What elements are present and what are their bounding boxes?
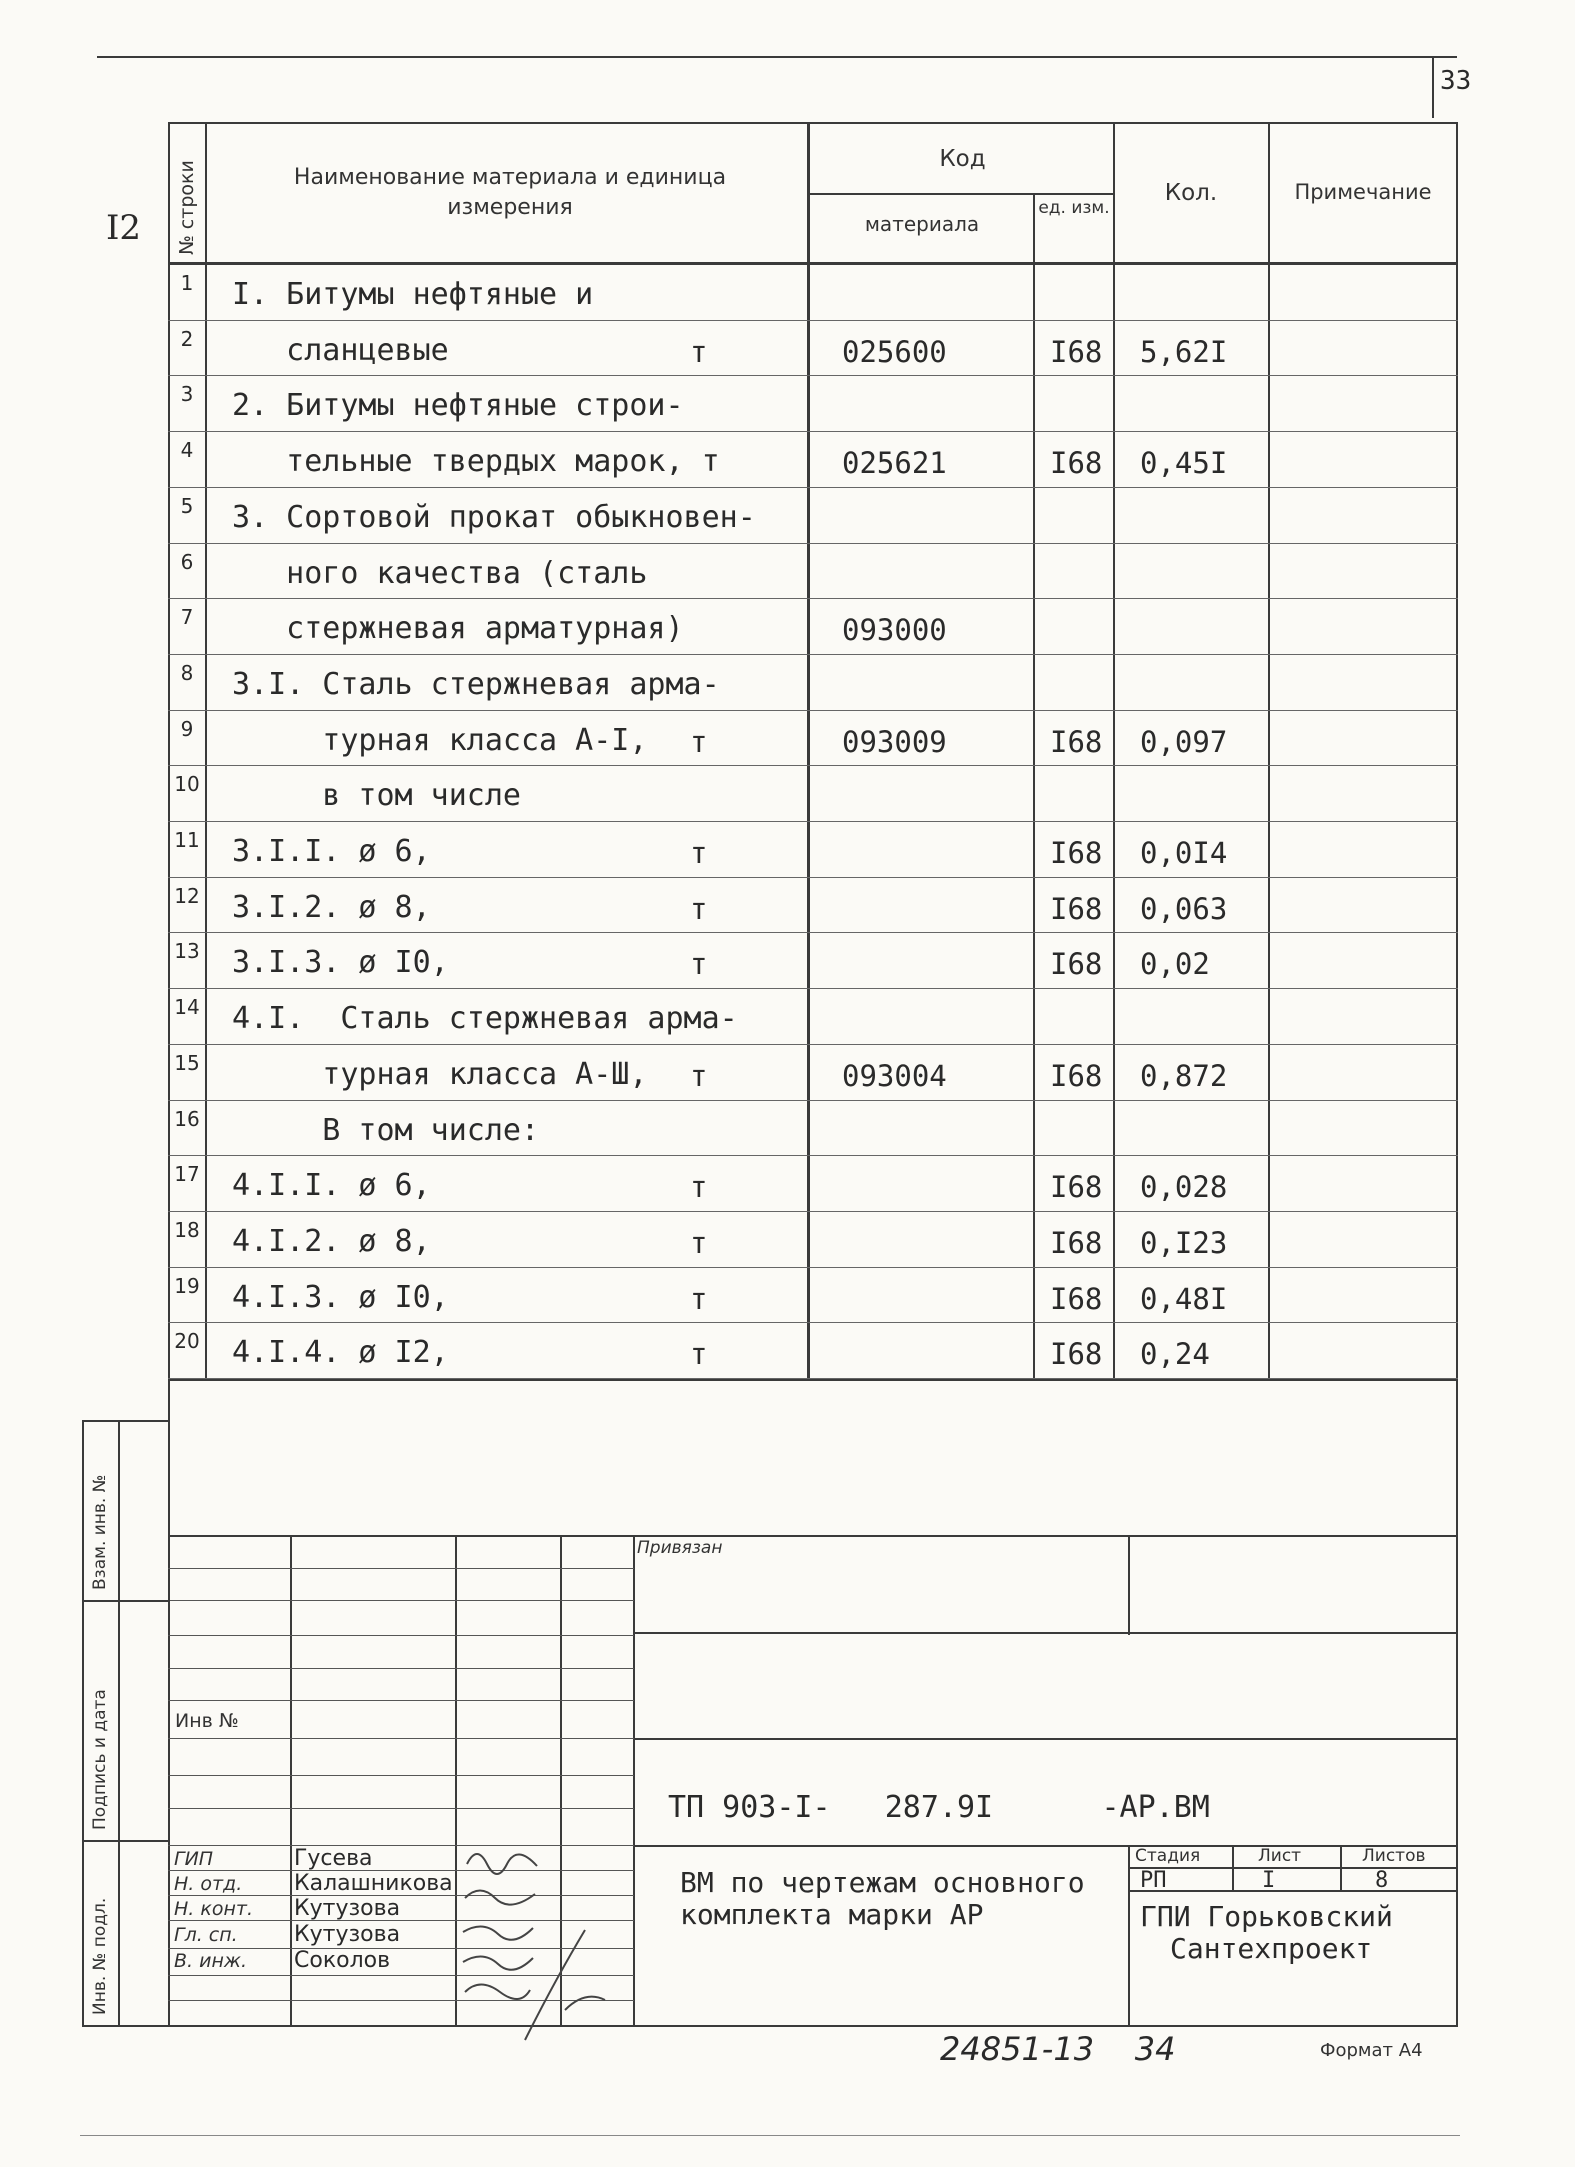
- unit-cell: т: [690, 724, 708, 759]
- material-name: I. Битумы нефтяные и: [232, 277, 594, 312]
- unit-code: I68: [1050, 1170, 1103, 1205]
- row-line: [168, 375, 1458, 376]
- side-label-podpis: Подпись и дата: [90, 1689, 110, 1830]
- material-name: 3. Сортовой прокат обыкновен-: [232, 499, 756, 535]
- material-name: 4.I.3. ø I0,: [232, 1279, 449, 1315]
- row-number: 4: [180, 438, 194, 463]
- row-number: 2: [180, 326, 194, 351]
- stamp-line-priv: [634, 1632, 1458, 1634]
- inv-no-label: Инв №: [175, 1710, 239, 1732]
- side-frame-left: [82, 1420, 84, 2025]
- top-rule: [97, 56, 1457, 58]
- quantity: 0,028: [1140, 1170, 1228, 1205]
- header-code-material: материала: [864, 212, 980, 236]
- row-line: [168, 431, 1458, 432]
- unit-cell: т: [690, 1058, 708, 1093]
- doc-title-line2: комплекта марки АР: [680, 1898, 984, 1931]
- row-line: [168, 765, 1458, 766]
- material-name: 3.I.2. ø 8,: [232, 889, 431, 925]
- stamp-row-line: [168, 1600, 634, 1601]
- col-rownum-line: [205, 122, 207, 1380]
- row-line: [168, 1044, 1458, 1045]
- frame-bottom: [168, 2025, 1458, 2027]
- unit-code: I68: [1050, 724, 1103, 759]
- stamp-role: В. инж.: [174, 1950, 248, 1972]
- sheets-value: 8: [1375, 1868, 1389, 1893]
- material-name: 3.I.3. ø I0,: [232, 945, 449, 981]
- stamp-role: ГИП: [174, 1848, 214, 1870]
- row-number: 9: [180, 716, 194, 741]
- row-line: [168, 1211, 1458, 1212]
- side-frame-top: [82, 1420, 170, 1422]
- quantity: 0,I23: [1140, 1225, 1228, 1260]
- material-code: 025621: [842, 446, 947, 481]
- stamp-person-name: Калашникова: [294, 1871, 453, 1896]
- stamp-vline-priv: [1128, 1535, 1130, 1635]
- row-line: [168, 988, 1458, 989]
- handwritten-number: 24851-13 34: [940, 2030, 1176, 2068]
- row-number: 14: [174, 995, 200, 1020]
- unit-code: I68: [1050, 947, 1103, 982]
- row-number: 6: [180, 549, 194, 574]
- row-number: 17: [174, 1162, 200, 1187]
- row-line: [168, 821, 1458, 822]
- material-name: стержневая арматурная): [232, 611, 684, 647]
- stamp-line-code-bottom: [634, 1845, 1458, 1847]
- org-line2: Сантехпроект: [1170, 1932, 1373, 1965]
- row-number: 1: [180, 271, 194, 295]
- header-row-no: № строки: [176, 160, 198, 255]
- stamp-line-stage-mid: [1129, 1867, 1457, 1869]
- format-label: Формат А4: [1320, 2040, 1423, 2061]
- side-frame-mid: [118, 1420, 120, 2025]
- frame-top: [168, 122, 1458, 124]
- unit-cell: т: [690, 947, 708, 982]
- quantity: 0,24: [1140, 1337, 1210, 1372]
- quantity: 0,097: [1140, 724, 1228, 759]
- row-line: [168, 877, 1458, 878]
- row-line: [168, 1155, 1458, 1156]
- privyazan-label: Привязан: [637, 1538, 723, 1558]
- row-line: [168, 1378, 1458, 1379]
- row-number: 13: [174, 939, 200, 964]
- bottom-rule: [80, 2135, 1460, 2136]
- stamp-person-name: Соколов: [294, 1948, 391, 1973]
- stamp-row-line: [168, 1568, 634, 1569]
- row-number: 10: [174, 772, 200, 797]
- row-number: 19: [174, 1273, 200, 1298]
- quantity: 0,48I: [1140, 1281, 1228, 1316]
- stamp-role: Н. конт.: [174, 1898, 253, 1920]
- row-number: 16: [174, 1106, 200, 1131]
- material-code: 025600: [842, 334, 947, 369]
- header-code: Код: [939, 146, 986, 172]
- row-number: 3: [180, 382, 194, 407]
- unit-code: I68: [1050, 836, 1103, 870]
- material-code: 093004: [842, 1058, 947, 1093]
- stamp-row-line: [168, 1635, 634, 1636]
- material-name: турная класса А-Ш,: [232, 1056, 648, 1092]
- stage-label: Стадия: [1135, 1846, 1201, 1866]
- corner-rule: [1432, 58, 1434, 118]
- unit-code: I68: [1050, 1058, 1103, 1093]
- stamp-row-line: [168, 1668, 634, 1669]
- stamp-person-name: Гусева: [294, 1846, 373, 1871]
- unit-code: I68: [1050, 446, 1103, 481]
- unit-cell: т: [690, 334, 708, 369]
- stage-value: РП: [1140, 1868, 1167, 1893]
- frame-right: [1456, 122, 1458, 2027]
- stamp-row-line: [168, 1775, 634, 1776]
- stamp-vline-role: [290, 1535, 292, 2025]
- frame-left: [168, 122, 170, 2027]
- header-qty: Кол.: [1164, 180, 1218, 206]
- quantity: 0,02: [1140, 947, 1210, 982]
- row-line: [168, 654, 1458, 655]
- row-line: [168, 543, 1458, 544]
- header-code-unit: ед. изм.: [1038, 198, 1110, 218]
- unit-code: I68: [1050, 1225, 1103, 1260]
- unit-code: I68: [1050, 1337, 1103, 1372]
- unit-cell: т: [690, 891, 708, 926]
- quantity: 0,0I4: [1140, 836, 1228, 870]
- sheet-value: I: [1262, 1868, 1276, 1893]
- row-number: 7: [180, 605, 194, 630]
- row-number: 12: [174, 883, 200, 908]
- unit-cell: т: [690, 1170, 708, 1205]
- org-line1: ГПИ Горьковский: [1140, 1900, 1393, 1933]
- row-line: [168, 1322, 1458, 1323]
- side-line-2: [82, 1840, 170, 1842]
- material-code: 093009: [842, 724, 947, 759]
- unit-cell: т: [690, 1337, 708, 1372]
- material-name: 3.I. Сталь стержневая арма-: [232, 666, 720, 702]
- stamp-role: Гл. сп.: [174, 1924, 238, 1946]
- unit-code: I68: [1050, 334, 1103, 369]
- doc-code: ТП 903-I- 287.9I -АР.ВМ: [668, 1790, 1210, 1825]
- side-label-inv: Инв. № подл.: [90, 1897, 110, 2015]
- row-line: [168, 1267, 1458, 1268]
- col-qty-line: [1113, 122, 1115, 1380]
- row-number: 15: [174, 1050, 200, 1075]
- stamp-row-line: [168, 1700, 634, 1701]
- stamp-person-name: Кутузова: [294, 1896, 401, 1921]
- row-number: 11: [174, 828, 200, 852]
- material-name: 4.I.I. ø 6,: [232, 1168, 431, 1204]
- stamp-row-line: [168, 1738, 634, 1739]
- page-number-left: I2: [106, 208, 142, 248]
- stamp-row-line: [168, 1808, 634, 1809]
- signature-scribbles: [455, 1840, 635, 2050]
- doc-title-line1: ВМ по чертежам основного: [680, 1866, 1085, 1899]
- material-name: В том числе:: [232, 1112, 540, 1148]
- row-line: [168, 932, 1458, 933]
- material-name: турная класса А-I,: [232, 722, 648, 758]
- row-line: [168, 710, 1458, 711]
- quantity: 0,872: [1140, 1058, 1228, 1093]
- unit-code: I68: [1050, 1281, 1103, 1316]
- row-number: 5: [180, 493, 194, 518]
- material-code: 093000: [842, 613, 947, 648]
- material-name: 2. Битумы нефтяные строи-: [232, 388, 684, 424]
- side-line-1: [82, 1600, 170, 1602]
- header-bottom-line: [168, 262, 1458, 265]
- material-name: 4.I.2. ø 8,: [232, 1223, 431, 1259]
- row-number: 8: [180, 660, 194, 685]
- material-name: 4.I.4. ø I2,: [232, 1335, 449, 1371]
- stamp-top-line: [168, 1535, 1458, 1537]
- row-line: [168, 320, 1458, 321]
- material-name: в том числе: [232, 778, 521, 814]
- unit-cell: т: [690, 1225, 708, 1260]
- row-line: [168, 487, 1458, 488]
- row-line: [168, 598, 1458, 599]
- page-corner-number: 33: [1440, 66, 1472, 96]
- material-name: 4.I. Сталь стержневая арма-: [232, 1001, 738, 1037]
- stamp-role: Н. отд.: [174, 1873, 243, 1895]
- stamp-line-code-top: [634, 1738, 1458, 1740]
- material-name: сланцевые: [232, 332, 449, 368]
- stamp-line-stage-bottom: [1129, 1890, 1457, 1892]
- col-unit-line: [1033, 195, 1035, 1380]
- col-code-line: [807, 122, 810, 1380]
- header-note: Примечание: [1294, 180, 1432, 204]
- unit-code: I68: [1050, 891, 1103, 926]
- row-number: 18: [174, 1217, 200, 1242]
- unit-cell: т: [690, 836, 708, 870]
- sheets-label: Листов: [1362, 1846, 1426, 1866]
- material-name: тельные твердых марок, т: [232, 444, 720, 480]
- header-name: Наименование материала и единица измерения: [293, 165, 727, 220]
- material-name: 3.I.I. ø 6,: [232, 834, 431, 869]
- row-number: 20: [174, 1329, 200, 1354]
- side-label-vzam: Взам. инв. №: [90, 1474, 110, 1590]
- col-note-line: [1268, 122, 1270, 1380]
- code-subheader-line: [808, 193, 1114, 195]
- quantity: 0,45I: [1140, 446, 1228, 481]
- unit-cell: т: [690, 1281, 708, 1316]
- sheet-label: Лист: [1258, 1846, 1302, 1866]
- quantity: 0,063: [1140, 891, 1228, 926]
- quantity: 5,62I: [1140, 334, 1228, 369]
- stamp-person-name: Кутузова: [294, 1922, 401, 1947]
- stamp-vline-stage: [1128, 1845, 1130, 2025]
- side-frame-bottom: [82, 2025, 170, 2027]
- row-line: [168, 1100, 1458, 1101]
- material-name: ного качества (сталь: [232, 555, 648, 591]
